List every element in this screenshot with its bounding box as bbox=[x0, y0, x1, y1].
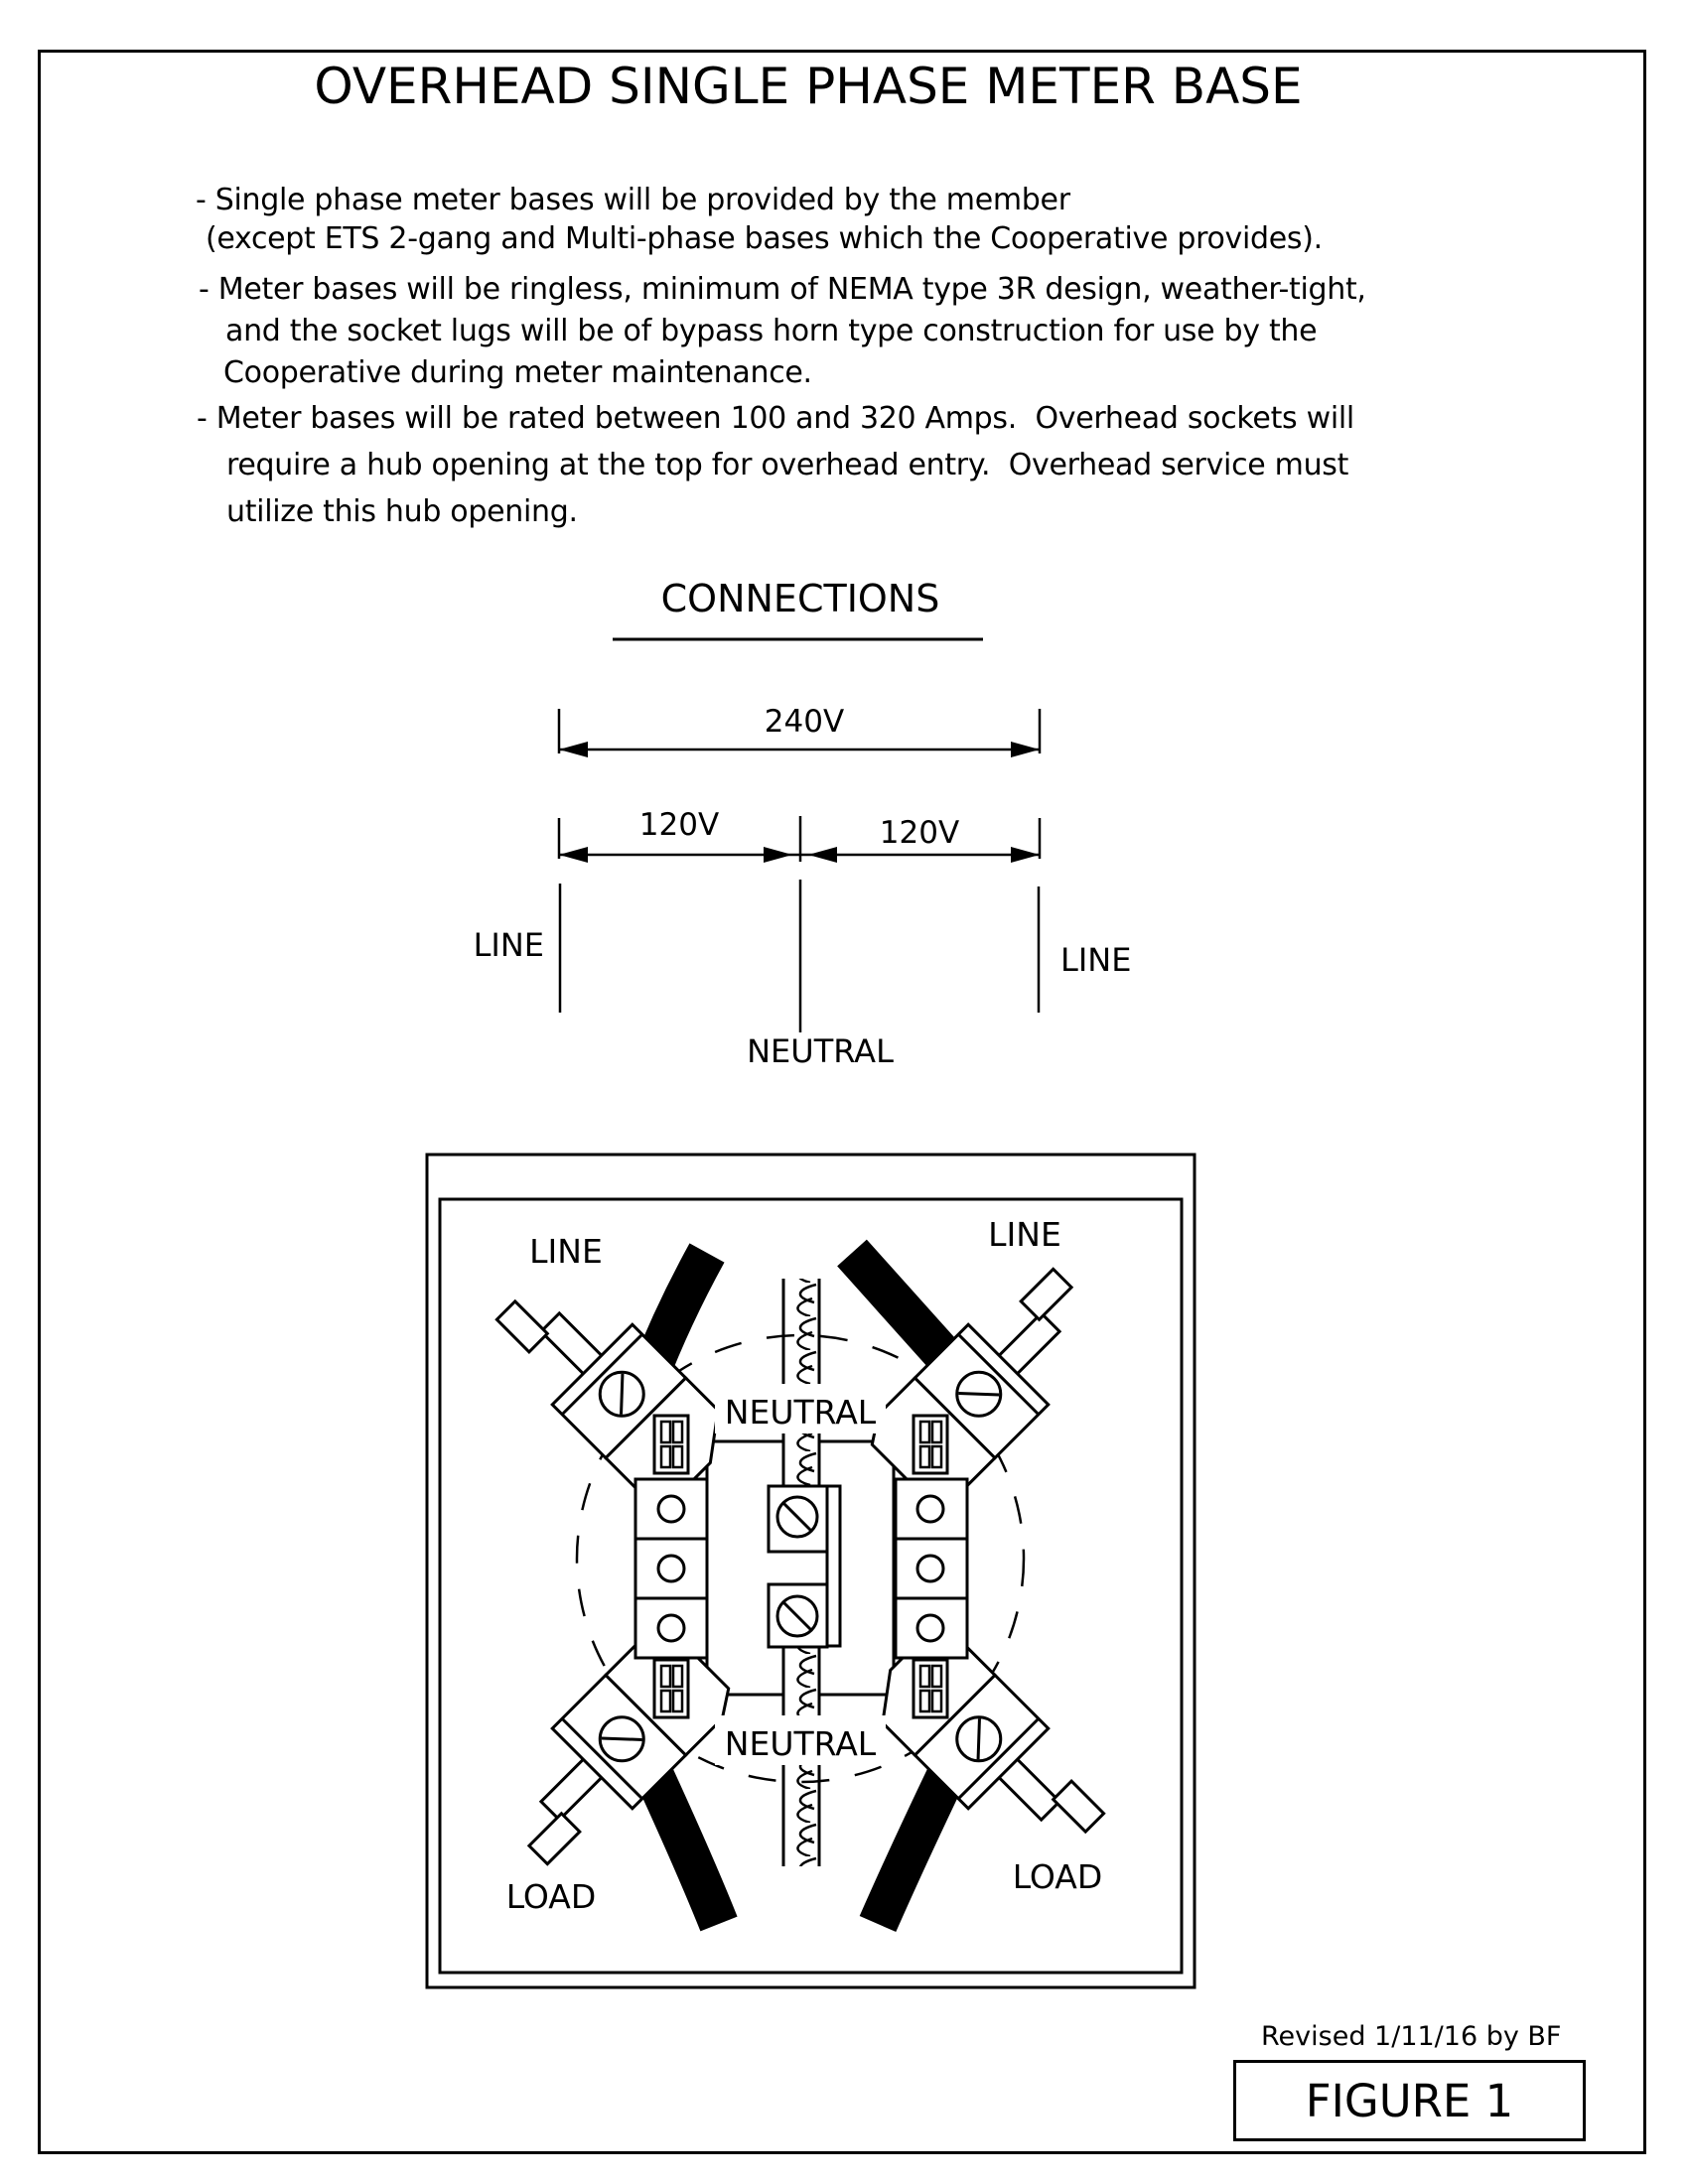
jaw-column-left bbox=[635, 1479, 707, 1658]
label-240v: 240V bbox=[764, 704, 845, 740]
arrowhead-240-left bbox=[559, 742, 588, 757]
label-load-bottom-left: LOAD bbox=[505, 1877, 597, 1916]
label-line-top-right: LINE bbox=[988, 1215, 1061, 1254]
bullet-2-line-1: - Meter bases will be ringless, minimum of NEMA type 3R design, weather-tight, bbox=[199, 272, 1366, 307]
bullet-1-line-1: - Single phase meter bases will be provided by the member bbox=[196, 183, 1070, 217]
connections-heading: CONNECTIONS bbox=[660, 577, 940, 620]
label-120v-right: 120V bbox=[879, 815, 960, 851]
meter-base-diagram bbox=[427, 1155, 1195, 1987]
arrowhead-120l-right bbox=[764, 847, 792, 863]
label-line-top-left: LINE bbox=[529, 1232, 603, 1271]
dim-120v bbox=[559, 816, 1040, 862]
conductor-stubs bbox=[560, 880, 1039, 1032]
arrowhead-120r-left bbox=[808, 847, 837, 863]
arrowhead-120r-right bbox=[1011, 847, 1040, 863]
label-120v-left: 120V bbox=[638, 807, 720, 843]
bullet-3-line-2: require a hub opening at the top for overhead entry. Overhead service must bbox=[226, 448, 1349, 482]
bypass-lug-bottom-left bbox=[654, 1660, 688, 1717]
bullet-3-line-1: - Meter bases will be rated between 100 and 320 Amps. Overhead sockets will bbox=[197, 401, 1354, 436]
bypass-lug-bottom-right bbox=[914, 1660, 947, 1717]
figure-number-label: FIGURE 1 bbox=[1305, 2074, 1514, 2127]
label-line-right: LINE bbox=[1060, 941, 1132, 979]
arrowhead-120l-left bbox=[559, 847, 588, 863]
page-title: OVERHEAD SINGLE PHASE METER BASE bbox=[314, 58, 1303, 115]
bypass-lug-top-left bbox=[654, 1416, 688, 1473]
connections-diagram bbox=[474, 577, 1132, 1070]
bullet-2-line-3: Cooperative during meter maintenance. bbox=[223, 355, 812, 390]
bullet-2-line-2: and the socket lugs will be of bypass horn type construction for use by the bbox=[225, 314, 1318, 348]
arrowhead-240-right bbox=[1011, 742, 1040, 757]
bypass-lug-top-right bbox=[914, 1416, 947, 1473]
jaw-column-right bbox=[896, 1479, 967, 1658]
label-neutral-top: NEUTRAL bbox=[724, 1393, 877, 1432]
label-load-bottom-right: LOAD bbox=[1012, 1857, 1103, 1896]
neutral-backplate bbox=[827, 1486, 840, 1646]
revision-note: Revised 1/11/16 by BF bbox=[1261, 2021, 1562, 2052]
label-neutral-bottom: NEUTRAL bbox=[724, 1724, 877, 1763]
label-line-left: LINE bbox=[473, 926, 544, 964]
drawings-overlay bbox=[0, 556, 1688, 2184]
bullet-3-line-3: utilize this hub opening. bbox=[226, 494, 578, 529]
bullet-1-line-2: (except ETS 2-gang and Multi-phase bases which the Cooperative provides). bbox=[206, 221, 1323, 256]
label-neutral: NEUTRAL bbox=[747, 1032, 894, 1070]
figure-number-box bbox=[1233, 2060, 1586, 2141]
